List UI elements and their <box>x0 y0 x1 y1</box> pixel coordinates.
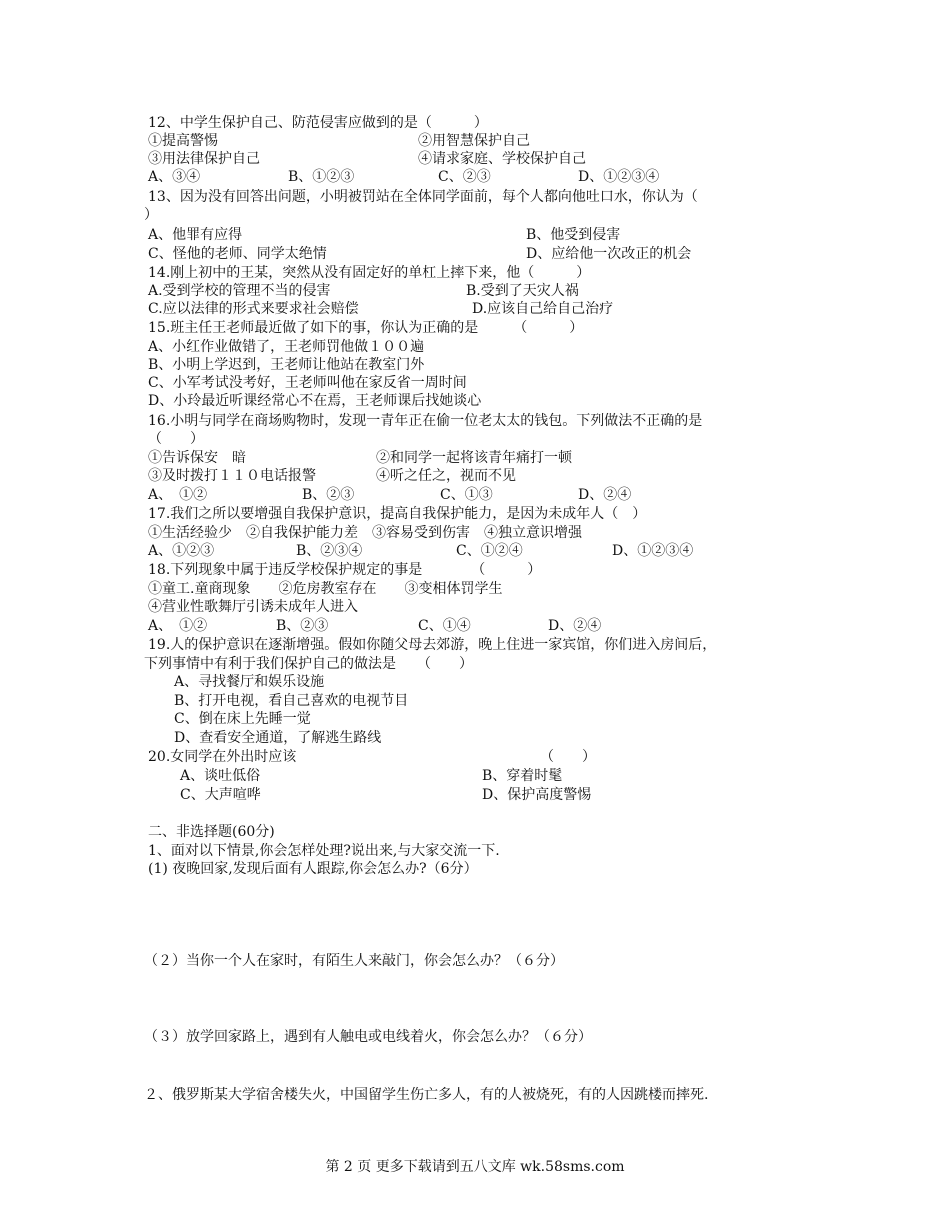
q14-choice-b: B.受到了天灾人祸 <box>466 283 579 299</box>
q15-choice-c: C、小军考试没考好，王老师叫他在家反省一周时间 <box>148 375 467 391</box>
part2-q1-2: （２）当你一个人在家时，有陌生人来敲门，你会怎么办？（６分） <box>144 953 564 969</box>
q17-options: ①生活经验少 ②自我保护能力差 ③容易受到伤害 ④独立意识增强 <box>148 525 582 541</box>
q15-choice-a: A、小红作业做错了，王老师罚他做１００遍 <box>148 339 425 355</box>
q12-option-1: ①提高警惕 <box>148 133 218 149</box>
q13-choice-b: B、他受到侵害 <box>526 227 621 243</box>
page-footer: 第 2 页 更多下载请到五八文库 wk.58sms.com <box>325 1159 625 1175</box>
q16-option-4: ④听之任之，视而不见 <box>376 468 516 484</box>
q12-choice-d: D、①②③④ <box>578 169 660 185</box>
q16-option-2: ②和同学一起将该青年痛打一顿 <box>376 450 572 466</box>
q12-choice-c: C、②③ <box>438 169 491 185</box>
q12-stem: 12、中学生保护自己、防范侵害应做到的是（ ） <box>148 115 488 131</box>
part2-q1-1: (1) 夜晚回家,发现后面有人跟踪,你会怎么办?（6分） <box>148 861 478 877</box>
q15-choice-b: B、小明上学迟到，王老师让他站在教室门外 <box>148 357 425 373</box>
q18-options-1-3: ①童工.童商现象 ②危房教室存在 ③变相体罚学生 <box>148 581 503 597</box>
q16-option-1: ①告诉保安 暗 <box>148 450 246 466</box>
q17-choice-c: C、①②④ <box>456 543 523 559</box>
q20-choice-a: A、谈吐低俗 <box>180 768 261 784</box>
q19-choice-b: B、打开电视，看自己喜欢的电视节目 <box>174 693 409 709</box>
q16-stem-line2: （ ） <box>148 431 204 447</box>
q13-stem-line2: ） <box>144 207 158 223</box>
q17-choice-d: D、①②③④ <box>612 543 694 559</box>
q15-stem: 15.班主任王老师最近做了如下的事，你认为正确的是 （ ） <box>148 320 584 336</box>
q12-choice-a: A、③④ <box>148 169 201 185</box>
q13-stem-line1: 13、因为没有回答出问题，小明被罚站在全体同学面前，每个人都向他吐口水，你认为（ <box>148 189 698 205</box>
q19-choice-a: A、寻找餐厅和娱乐设施 <box>174 674 325 690</box>
q18-choice-d: D、②④ <box>548 618 602 634</box>
q13-choice-d: D、应给他一次改正的机会 <box>526 246 692 262</box>
part2-heading: 二、非选择题(60分) <box>148 824 275 840</box>
q15-choice-d: D、小玲最近听课经常心不在焉，王老师课后找她谈心 <box>148 393 482 409</box>
q12-option-4: ④请求家庭、学校保护自己 <box>418 151 586 167</box>
q19-stem-line2: 下列事情中有利于我们保护自己的做法是 （ ） <box>144 656 473 672</box>
q20-choice-b: B、穿着时髦 <box>482 768 563 784</box>
q16-choice-a: A、 ①② <box>148 487 208 503</box>
q20-choice-d: D、保护高度警惕 <box>482 787 592 803</box>
q18-choice-c: C、①④ <box>418 618 471 634</box>
q19-choice-d: D、查看安全通道，了解逃生路线 <box>174 730 382 746</box>
q12-option-2: ②用智慧保护自己 <box>418 133 530 149</box>
q14-choice-c: C.应以法律的形式来要求社会赔偿 <box>148 301 359 317</box>
q12-option-3: ③用法律保护自己 <box>148 151 260 167</box>
q13-choice-a: A、他罪有应得 <box>148 227 243 243</box>
q14-choice-d: D.应该自己给自己治疗 <box>472 301 614 317</box>
q17-choice-b: B、②③④ <box>296 543 363 559</box>
q18-stem: 18.下列现象中属于违反学校保护规定的事是 （ ） <box>148 562 542 578</box>
part2-q2: ２、俄罗斯某大学宿舍楼失火，中国留学生伤亡多人，有的人被烧死，有的人因跳楼而摔死. <box>144 1087 709 1103</box>
q16-choice-b: B、②③ <box>302 487 355 503</box>
q17-stem: 17.我们之所以要增强自我保护意识，提高自我保护能力，是因为未成年人（ ） <box>148 506 647 522</box>
q19-choice-c: C、倒在床上先睡一觉 <box>174 711 311 727</box>
q19-stem-line1: 19.人的保护意识在逐渐增强。假如你随父母去郊游，晚上住进一家宾馆，你们进入房间后， <box>148 637 717 653</box>
q16-stem-line1: 16.小明与同学在商场购物时，发现一青年正在偷一位老太太的钱包。下列做法不正确的是 <box>148 413 703 429</box>
q20-answer-parenthesis: （ ） <box>540 749 596 765</box>
q12-choice-b: B、①②③ <box>288 169 355 185</box>
q17-choice-a: A、①②③ <box>148 543 215 559</box>
q13-choice-c: C、怪他的老师、同学太绝情 <box>148 246 327 262</box>
q14-stem: 14.刚上初中的王某，突然从没有固定好的单杠上摔下来，他（ ） <box>148 265 591 281</box>
part2-q1: 1、面对以下情景,你会怎样处理?说出来,与大家交流一下. <box>148 843 500 859</box>
q18-choice-b: B、②③ <box>276 618 329 634</box>
q14-choice-a: A.受到学校的管理不当的侵害 <box>148 283 331 299</box>
q16-choice-d: D、②④ <box>578 487 632 503</box>
part2-q1-3: （３）放学回家路上，遇到有人触电或电线着火，你会怎么办？（６分） <box>144 1029 592 1045</box>
q20-stem: 20.女同学在外出时应该 <box>148 749 297 765</box>
q18-option-4: ④营业性歌舞厅引诱未成年人进入 <box>148 599 358 615</box>
q20-choice-c: C、大声喧哗 <box>180 787 261 803</box>
q16-option-3: ③及时拨打１１０电话报警 <box>148 468 316 484</box>
q18-choice-a: A、 ①② <box>148 618 208 634</box>
q16-choice-c: C、①③ <box>440 487 493 503</box>
